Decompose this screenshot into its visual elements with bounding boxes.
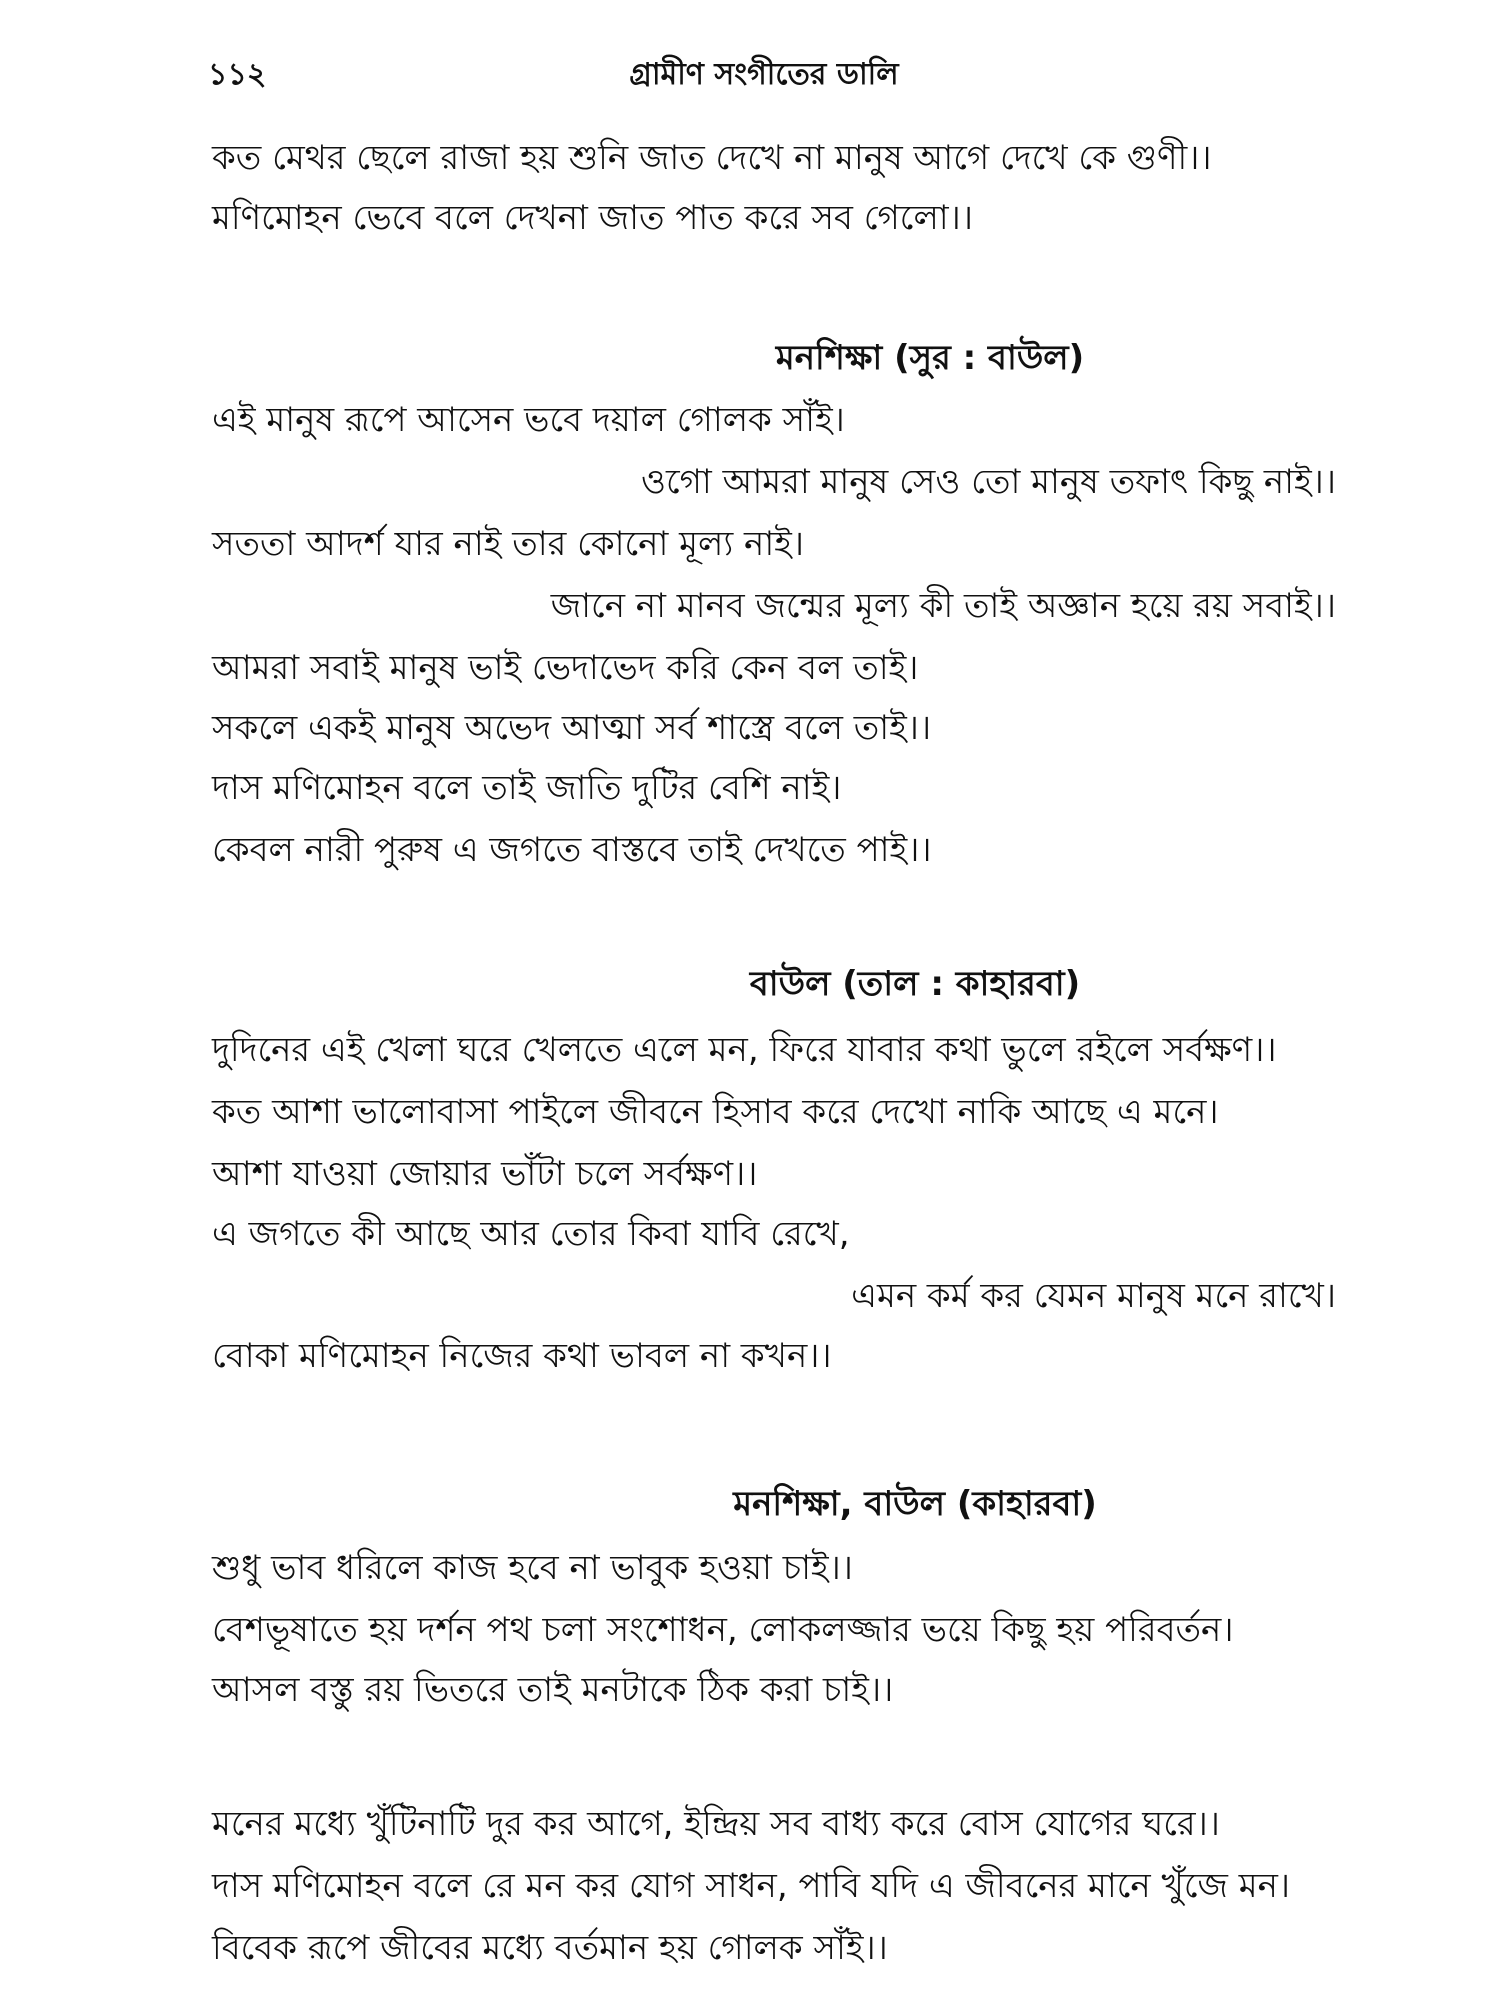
verse-line: আমরা সবাই মানুষ ভাই ভেদাভেদ করি কেন বল তাই। — [212, 648, 919, 688]
song-heading: বাউল (তাল : কাহারবা) — [749, 964, 1081, 1004]
verse-line: আশা যাওয়া জোয়ার ভাঁটা চলে সর্বক্ষণ।। — [212, 1154, 758, 1194]
verse-line: কেবল নারী পুরুষ এ জগতে বাস্তবে তাই দেখতে পাই।। — [212, 830, 932, 870]
verse-line: এ জগতে কী আছে আর তোর কিবা যাবি রেখে, — [212, 1214, 850, 1254]
verse-line: বিবেক রূপে জীবের মধ্যে বর্তমান হয় গোলক সাঁই।। — [212, 1928, 888, 1968]
verse-line: বেশভূষাতে হয় দর্শন পথ চলা সংশোধন, লোকলজ্জার ভয়ে কিছু হয় পরিবর্তন। — [212, 1610, 1234, 1650]
verse-line: কত মেথর ছেলে রাজা হয় শুনি জাত দেখে না মানুষ আগে দেখে কে গুণী।। — [212, 138, 1212, 178]
verse-line: ওগো আমরা মানুষ সেও তো মানুষ তফাৎ কিছু নাই।। — [640, 462, 1336, 502]
verse-line: সততা আদর্শ যার নাই তার কোনো মূল্য নাই। — [212, 524, 805, 564]
verse-line: জানে না মানব জন্মের মূল্য কী তাই অজ্ঞান হয়ে রয় সবাই।। — [550, 586, 1336, 626]
page-header — [208, 50, 1320, 100]
verse-line: দুদিনের এই খেলা ঘরে খেলতে এলে মন, ফিরে যাবার কথা ভুলে রইলে সর্বক্ষণ।। — [212, 1030, 1277, 1070]
verse-line: এই মানুষ রূপে আসেন ভবে দয়াল গোলক সাঁই। — [212, 400, 845, 440]
song-heading: মনশিক্ষা, বাউল (কাহারবা) — [733, 1484, 1097, 1524]
verse-line: মণিমোহন ভেবে বলে দেখনা জাত পাত করে সব গেলো।। — [212, 198, 973, 238]
verse-line: দাস মণিমোহন বলে রে মন কর যোগ সাধন, পাবি যদি এ জীবনের মানে খুঁজে মন। — [212, 1866, 1291, 1906]
verse-line: সকলে একই মানুষ অভেদ আত্মা সর্ব শাস্ত্রে বলে তাই।। — [212, 708, 932, 748]
verse-line: শুধু ভাব ধরিলে কাজ হবে না ভাবুক হওয়া চাই।। — [212, 1548, 853, 1588]
verse-line: মনের মধ্যে খুঁটিনাটি দুর কর আগে, ইন্দ্রিয় সব বাধ্য করে বোস যোগের ঘরে।। — [212, 1804, 1220, 1844]
verse-line: কত আশা ভালোবাসা পাইলে জীবনে হিসাব করে দেখো নাকি আছে এ মনে। — [212, 1092, 1219, 1132]
song-heading: মনশিক্ষা (সুর : বাউল) — [775, 338, 1085, 378]
verse-line: এমন কর্ম কর যেমন মানুষ মনে রাখে। — [851, 1276, 1336, 1316]
running-title: গ্রামীণ সংগীতের ডালি — [629, 57, 899, 92]
verse-line: আসল বস্তু রয় ভিতরে তাই মনটাকে ঠিক করা চাই।। — [212, 1670, 894, 1710]
verse-line: বোকা মণিমোহন নিজের কথা ভাবল না কখন।। — [212, 1336, 832, 1376]
verse-line: দাস মণিমোহন বলে তাই জাতি দুটির বেশি নাই। — [212, 768, 842, 808]
page-number: ১১২ — [208, 57, 267, 92]
